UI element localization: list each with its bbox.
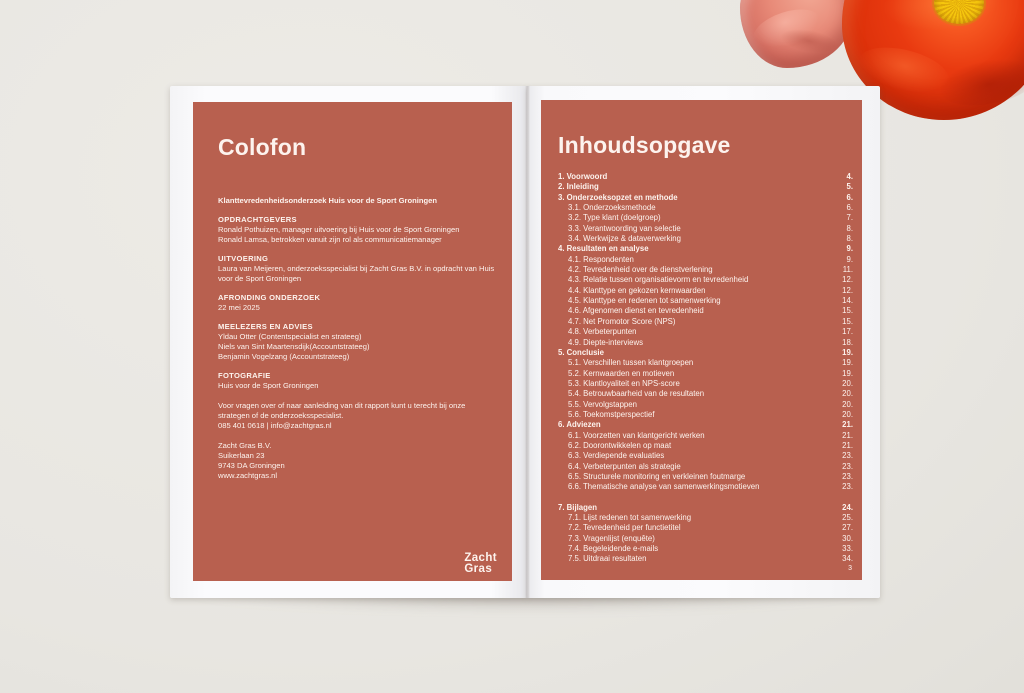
toc-entry <box>558 348 853 358</box>
toc-entry-label: 4.4. Klanttype en gekozen kernwaarden <box>568 285 706 295</box>
toc-entry-label: 3.3. Verantwoording van selectie <box>568 223 681 233</box>
toc-entry-page: 20. <box>842 389 853 399</box>
colofon-block <box>193 102 512 581</box>
colofon-sections <box>218 215 498 391</box>
toc-entry <box>558 544 853 554</box>
toc-entry-page: 21. <box>842 430 853 440</box>
toc-entry <box>558 462 853 472</box>
toc-entry <box>558 296 853 306</box>
toc-entry-page: 9. <box>846 254 853 264</box>
toc-entry <box>558 182 853 192</box>
toc-entry <box>558 265 853 275</box>
toc-entry-label: 7.4. Begeleidende e-mails <box>568 544 659 554</box>
toc-entry-label: 6.2. Doorontwikkelen op maat <box>568 440 672 450</box>
toc-entry-label: 4.3. Relatie tussen organisatievorm en tevredenheid <box>568 275 749 285</box>
toc-entry-page: 15. <box>842 306 853 316</box>
toc-entry <box>558 472 853 482</box>
toc-entry <box>558 451 853 461</box>
toc-entry-page: 23. <box>842 471 853 481</box>
toc-entry-label: 7.2. Tevredenheid per functietitel <box>568 523 681 533</box>
logo-word-gras: Gras <box>464 562 493 575</box>
toc-entry-label: 5.6. Toekomstperspectief <box>568 409 655 419</box>
toc-entry-page: 6. <box>846 192 853 202</box>
toc-entry <box>558 327 853 337</box>
toc-entry-page: 24. <box>842 502 853 512</box>
address-line: 9743 DA Groningen <box>218 461 285 470</box>
address-block <box>218 441 498 481</box>
toc-entry-label: 5.2. Kernwaarden en motieven <box>568 368 675 378</box>
toc-entry <box>558 338 853 348</box>
toc-entry-label: 6.1. Voorzetten van klantgericht werken <box>568 430 705 440</box>
toc-entry <box>558 534 853 544</box>
toc-entry <box>558 234 853 244</box>
colofon-section-line: 22 mei 2025 <box>218 303 260 312</box>
address-line: www.zachtgras.nl <box>218 471 278 480</box>
toc-entry <box>558 317 853 327</box>
toc-entry-label: 7.1. Lijst redenen tot samenwerking <box>568 513 692 522</box>
toc-list <box>558 172 853 565</box>
zacht-gras-logo <box>464 553 497 574</box>
toc-entry-label: 4.6. Afgenomen dienst en tevredenheid <box>568 306 704 316</box>
toc-entry-page: 8. <box>846 234 853 244</box>
toc-entry-label: 4.8. Verbeterpunten <box>568 327 637 337</box>
colofon-section <box>218 322 498 362</box>
toc-entry-label: 3.1. Onderzoeksmethode <box>568 203 656 213</box>
toc-entry-page: 12. <box>842 275 853 285</box>
toc-entry-page: 30. <box>842 533 853 543</box>
toc-entry <box>558 482 853 492</box>
toc-entry-page: 20. <box>842 409 853 419</box>
toc-entry-page: 19. <box>842 358 853 368</box>
toc-entry-label: 4.5. Klanttype en redenen tot samenwerking <box>568 296 721 306</box>
colofon-section-heading: MEELEZERS EN ADVIES <box>218 322 313 331</box>
toc-entry-page: 25. <box>842 513 853 522</box>
toc-entry-label: 7.3. Vragenlijst (enquête) <box>568 533 655 543</box>
colofon-section <box>218 215 498 245</box>
colofon-section-line: Ronald Pothuizen, manager uitvoering bij Huis voor de Sport Groningen <box>218 225 460 234</box>
colofon-subject: Klanttevredenheidsonderzoek Huis voor de Sport Groningen <box>218 196 437 205</box>
toc-entry <box>558 431 853 441</box>
toc-entry-label: 2. Inleiding <box>558 182 599 192</box>
toc-entry <box>558 306 853 316</box>
booklet <box>170 86 880 598</box>
address-line: Suikerlaan 23 <box>218 451 265 460</box>
toc-entry-page: 12. <box>842 285 853 295</box>
toc-entry-page: 21. <box>842 440 853 450</box>
toc-entry <box>558 441 853 451</box>
toc-entry-page: 21. <box>842 420 853 430</box>
toc-entry-page: 9. <box>846 244 853 254</box>
colofon-section-line: Niels van Sint Maartensdijk(Accountstrateeg) <box>218 342 370 351</box>
colofon-section-line: Yldau Otter (Contentspecialist en strateeg) <box>218 332 362 341</box>
toc-entry <box>558 193 853 203</box>
toc-entry <box>558 275 853 285</box>
toc-entry-page: 27. <box>842 523 853 533</box>
toc-block <box>541 100 862 580</box>
toc-entry-label: 3. Onderzoeksopzet en methode <box>558 192 678 202</box>
toc-entry-page: 17. <box>842 327 853 337</box>
toc-entry <box>558 410 853 420</box>
toc-entry-page: 7. <box>846 213 853 223</box>
address-line: Zacht Gras B.V. <box>218 441 272 450</box>
toc-entry-page: 18. <box>842 337 853 347</box>
colofon-section-line: Laura van Meijeren, onderzoeksspecialist bij Zacht Gras B.V. in opdracht van Huis voor de Sport Groningen <box>218 264 495 283</box>
toc-page <box>527 86 880 598</box>
toc-entry-label: 4.9. Diepte-interviews <box>568 337 643 347</box>
toc-entry-label: 4.2. Tevredenheid over de dienstverlening <box>568 265 713 275</box>
toc-entry-page: 15. <box>842 316 853 326</box>
booklet-fold <box>525 86 530 598</box>
toc-entry-label: 6.4. Verbeterpunten als strategie <box>568 461 681 471</box>
toc-entry-label: 6.5. Structurele monitoring en verkleinen foutmarge <box>568 471 746 481</box>
toc-entry-label: 5.4. Betrouwbaarheid van de resultaten <box>568 389 705 399</box>
toc-entry <box>558 400 853 410</box>
contact-paragraph: Voor vragen over of naar aanleiding van dit rapport kunt u terecht bij onze strategen of de onderzoeksspecialist. <box>218 401 466 420</box>
toc-entry-page: 23. <box>842 451 853 461</box>
toc-entry-label: 3.4. Werkwijze & dataverwerking <box>568 234 681 244</box>
toc-entry <box>558 213 853 223</box>
toc-title: Inhoudsopgave <box>558 132 731 158</box>
toc-entry <box>558 224 853 234</box>
toc-entry-page: 6. <box>846 203 853 213</box>
toc-entry-label: 4.7. Net Promotor Score (NPS) <box>568 316 676 326</box>
toc-entry-label: 5. Conclusie <box>558 347 604 357</box>
toc-entry <box>558 523 853 533</box>
colofon-section <box>218 254 498 284</box>
toc-entry-page: 4. <box>846 172 853 181</box>
pink-poppy-flower <box>740 0 852 68</box>
toc-entry <box>558 369 853 379</box>
toc-entry <box>558 244 853 254</box>
toc-entry-page: 14. <box>842 296 853 306</box>
toc-entry-label: 4. Resultaten en analyse <box>558 244 649 254</box>
toc-entry-page: 34. <box>842 554 853 564</box>
toc-entry-page: 23. <box>842 482 853 492</box>
toc-entry <box>558 379 853 389</box>
toc-entry <box>558 358 853 368</box>
colofon-title: Colofon <box>218 134 307 160</box>
colofon-section-heading: UITVOERING <box>218 254 269 263</box>
toc-entry <box>558 255 853 265</box>
toc-entry-label: 5.5. Vervolgstappen <box>568 399 637 409</box>
toc-entry <box>558 503 853 513</box>
colofon-section-line: Benjamin Vogelzang (Accountstrateeg) <box>218 352 350 361</box>
toc-entry-label: 5.3. Klantloyaliteit en NPS-score <box>568 378 680 388</box>
toc-entry-label: 1. Voorwoord <box>558 172 608 181</box>
colofon-section <box>218 293 498 313</box>
toc-entry-page: 20. <box>842 399 853 409</box>
colofon-section-heading: FOTOGRAFIE <box>218 371 271 380</box>
toc-entry-label: 3.2. Type klant (doelgroep) <box>568 213 661 223</box>
toc-entry <box>558 172 853 182</box>
toc-entry-label: 7. Bijlagen <box>558 502 597 512</box>
colofon-section <box>218 371 498 391</box>
colofon-page <box>170 86 527 598</box>
toc-entry-label: 7.5. Uitdraai resultaten <box>568 554 647 564</box>
colofon-section-line: Huis voor de Sport Groningen <box>218 381 319 390</box>
toc-entry-label: 5.1. Verschillen tussen klantgroepen <box>568 358 694 368</box>
toc-entry-label: 6.3. Verdiepende evaluaties <box>568 451 665 461</box>
colofon-section-heading: AFRONDING ONDERZOEK <box>218 293 321 302</box>
toc-entry-page: 33. <box>842 544 853 554</box>
logo-word-zacht: Zacht <box>464 552 497 564</box>
toc-entry <box>558 389 853 399</box>
toc-entry <box>558 554 853 564</box>
toc-entry <box>558 286 853 296</box>
page-number: 3 <box>848 565 852 572</box>
toc-entry-page: 23. <box>842 461 853 471</box>
toc-entry-page: 19. <box>842 368 853 378</box>
toc-entry-page: 11. <box>842 265 853 275</box>
toc-entry-label: 6. Adviezen <box>558 420 601 430</box>
toc-entry-page: 20. <box>842 378 853 388</box>
toc-entry <box>558 420 853 430</box>
toc-entry-label: 6.6. Thematische analyse van samenwerkingsmotieven <box>568 482 760 492</box>
colofon-section-line: Ronald Lamsa, betrokken vanuit zijn rol als communicatiemanager <box>218 235 442 244</box>
toc-entry-page: 19. <box>842 347 853 357</box>
toc-entry <box>558 513 853 523</box>
toc-entry-page: 5. <box>846 182 853 192</box>
contact-line: 085 401 0618 | info@zachtgras.nl <box>218 421 332 430</box>
toc-entry-page: 8. <box>846 223 853 233</box>
toc-entry-label: 4.1. Respondenten <box>568 254 634 264</box>
colofon-section-heading: OPDRACHTGEVERS <box>218 215 297 224</box>
toc-entry <box>558 203 853 213</box>
